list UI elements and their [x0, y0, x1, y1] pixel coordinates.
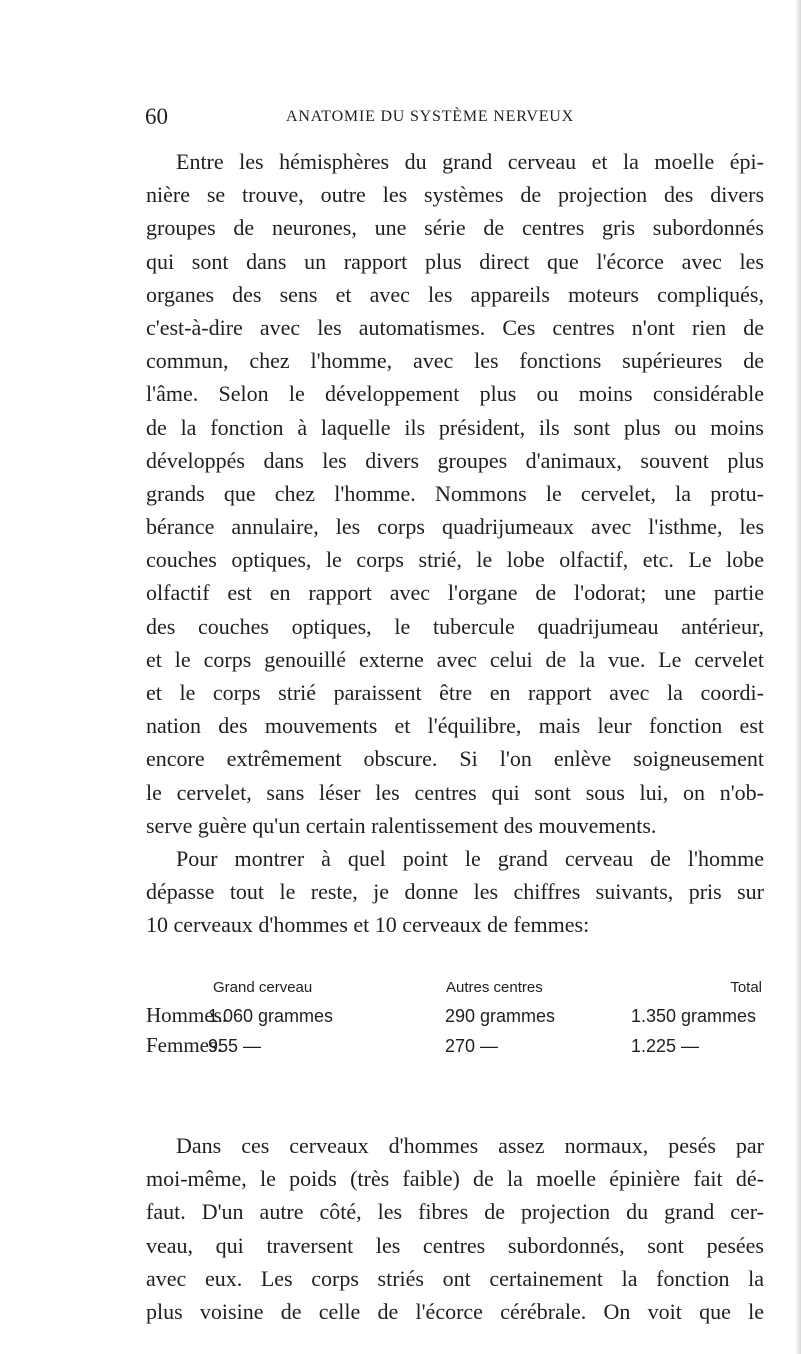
page-header: [0, 104, 801, 134]
text-line: 10 cerveaux d'hommes et 10 cerveaux de femmes:: [146, 912, 590, 938]
text-line: c'est-à-dire avec les automatismes. Ces centres n'ont rien de: [146, 314, 764, 340]
column-header-autres-centres: Autres centres: [446, 979, 543, 996]
text-line: Pour montrer à quel point le grand cerveau de l'homme: [176, 845, 764, 871]
paragraph-1: [146, 145, 764, 942]
text-line: développés dans les divers groupes d'animaux, souvent plus: [146, 447, 764, 473]
page-number: 60: [145, 104, 168, 129]
text-line: plus voisine de celle de l'écorce cérébrale. On voit que le: [146, 1298, 764, 1324]
text-line: l'âme. Selon le développement plus ou moins considérable: [146, 381, 764, 407]
text-line: qui sont dans un rapport plus direct que l'écorce avec les: [146, 248, 764, 274]
text-line: moi-même, le poids (très faible) de la moelle épinière fait dé-: [146, 1166, 764, 1192]
text-line: de la fonction à laquelle ils président, ils sont plus ou moins: [146, 414, 764, 440]
text-line: grands que chez l'homme. Nommons le cervelet, la protu-: [146, 480, 764, 506]
table-header-row: [146, 979, 768, 1006]
text-line: commun, chez l'homme, avec les fonctions supérieures de: [146, 348, 764, 374]
table-cell: 270 —: [445, 1036, 499, 1056]
column-header-total: Total: [730, 979, 762, 996]
column-header-grand-cerveau: Grand cerveau: [213, 979, 313, 996]
text-line: bérance annulaire, les corps quadrijumeaux avec l'isthme, les: [146, 514, 764, 540]
table-cell: 955 —: [208, 1036, 262, 1056]
text-line: Entre les hémisphères du grand cerveau et la moelle épi-: [176, 149, 764, 174]
row-label: Femmes.: [146, 1033, 223, 1057]
text-line: couches optiques, le corps strié, le lobe olfactif, etc. Le lobe: [146, 547, 764, 573]
text-line: dépasse tout le reste, je donne les chiffres suivants, pris sur: [146, 879, 764, 905]
table-cell: 1.350 grammes: [631, 1006, 757, 1026]
text-line: faut. D'un autre côté, les fibres de projection du grand cer-: [146, 1199, 764, 1225]
table-cell: 1.225 —: [631, 1036, 700, 1056]
text-line: et le corps strié paraissent être en rapport avec la coordi-: [146, 680, 764, 705]
running-title: ANATOMIE DU SYSTÈME NERVEUX: [286, 108, 575, 125]
table-cell: 1.060 grammes: [208, 1006, 334, 1026]
text-line: veau, qui traversent les centres subordonnés, sont pesées: [146, 1232, 764, 1258]
row-label: Hommes.: [146, 1003, 228, 1027]
text-line: le cervelet, sans léser les centres qui sont sous lui, on n'ob-: [146, 779, 764, 805]
text-line: nière se trouve, outre les systèmes de projection des divers: [146, 182, 764, 208]
text-line: des couches optiques, le tubercule quadrijumeau antérieur,: [146, 613, 764, 639]
brain-weight-table: [146, 979, 768, 1066]
text-line: nation des mouvements et l'équilibre, mais leur fonction est: [146, 713, 764, 739]
table-row-femmes: [146, 1033, 768, 1066]
text-line: et le corps genouillé externe avec celui de la vue. Le cervelet: [146, 646, 764, 672]
text-line: encore extrêmement obscure. Si l'on enlève soigneusement: [146, 746, 764, 772]
text-line: avec eux. Les corps striés ont certainement la fonction la: [146, 1265, 764, 1291]
text-line: olfactif est en rapport avec l'organe de l'odorat; une partie: [146, 580, 764, 606]
text-line: organes des sens et avec les appareils moteurs compliqués,: [146, 281, 764, 307]
text-line: Dans ces cerveaux d'hommes assez normaux, pesés par: [176, 1133, 764, 1158]
table-cell: 290 grammes: [445, 1006, 556, 1026]
table-row-hommes: [146, 1003, 768, 1036]
text-line: serve guère qu'un certain ralentissement des mouvements.: [146, 812, 657, 838]
text-line: groupes de neurones, une série de centres gris subordonnés: [146, 215, 764, 241]
paragraph-2: [146, 1129, 764, 1328]
page-edge-shadow: [795, 0, 801, 1354]
